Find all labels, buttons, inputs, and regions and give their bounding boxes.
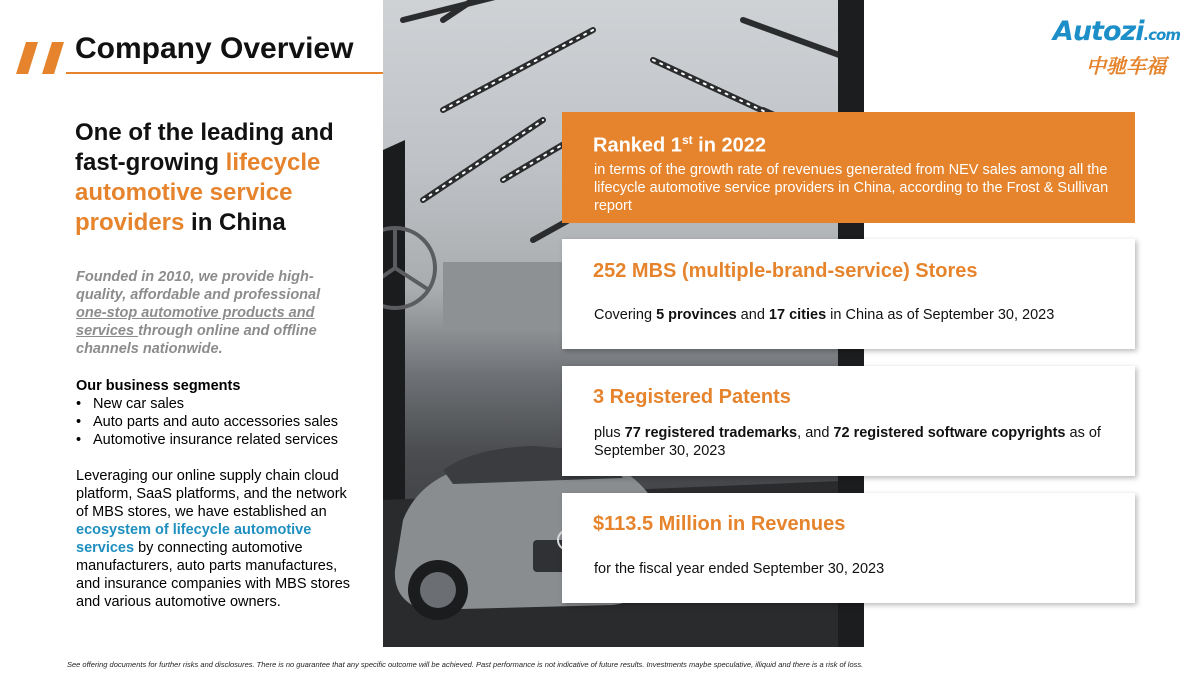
segments-list bbox=[76, 395, 376, 449]
stores-body bbox=[594, 306, 1114, 324]
revenue-body: for the fiscal year ended September 30, 2023 bbox=[594, 561, 885, 577]
ranked-title-sup: st bbox=[681, 133, 693, 147]
revenue-card bbox=[562, 493, 1135, 603]
headline-part2: in China bbox=[184, 209, 286, 236]
logo-wordmark bbox=[1053, 16, 1180, 47]
logo-suffix: .com bbox=[1143, 26, 1180, 44]
ranked-card bbox=[562, 112, 1135, 223]
stores-card bbox=[562, 239, 1135, 349]
ranked-title-pre: Ranked 1 bbox=[593, 134, 682, 157]
ranked-title-post: in 2022 bbox=[692, 134, 766, 157]
revenue-title: $113.5 Million in Revenues bbox=[593, 513, 846, 535]
headline-part1: One of the leading and fast-growing bbox=[75, 119, 334, 176]
stores-body-1: Covering bbox=[594, 307, 657, 323]
disclaimer-footnote: See offering documents for further risks and disclosures. There is no guarantee that any specific outcome will be achieved. Past performance is not indicative of future results. Investments maybe speculative, illiquid and there is a risk of loss. bbox=[67, 660, 864, 669]
headline-highlight: lifecycle automotive service providers bbox=[75, 149, 321, 236]
page-title: Company Overview bbox=[75, 32, 354, 65]
patents-card bbox=[562, 366, 1135, 476]
founded-part1: Founded in 2010, we provide high-quality, affordable and professional bbox=[76, 269, 321, 303]
stores-body-3: in China as of September 30, 2023 bbox=[826, 307, 1055, 323]
segment-item: • Auto parts and auto accessories sales bbox=[76, 413, 376, 431]
logo-name: Autozi bbox=[1052, 16, 1144, 47]
company-logo bbox=[1040, 16, 1180, 76]
founded-paragraph bbox=[76, 268, 346, 358]
founded-underline: one-stop automotive products and services bbox=[76, 305, 315, 339]
ranked-body: in terms of the growth rate of revenues generated from NEV sales among all the lifecycle automotive service providers in China, according to the Frost & Sullivan report bbox=[594, 162, 1109, 214]
ecosystem-part1: Leveraging our online supply chain cloud platform, SaaS platforms, and the network of MBS stores, we have established an bbox=[76, 468, 347, 520]
headline bbox=[75, 118, 375, 238]
logo-chinese: 中驰车福 bbox=[1086, 56, 1166, 78]
patents-body-2: , and bbox=[797, 425, 834, 441]
ecosystem-paragraph bbox=[76, 467, 356, 611]
patents-body-1: plus bbox=[594, 425, 625, 441]
patents-title: 3 Registered Patents bbox=[593, 386, 791, 408]
patents-bold-2: 72 registered software copyrights bbox=[833, 425, 1066, 441]
stores-bold-1: 5 provinces bbox=[656, 307, 737, 323]
founded-part2: through online and offline channels nationwide. bbox=[76, 323, 317, 357]
patents-body bbox=[594, 424, 1114, 460]
segment-item: • Automotive insurance related services bbox=[76, 431, 376, 449]
ecosystem-highlight: ecosystem of lifecycle automotive services bbox=[76, 522, 312, 556]
segment-item: • New car sales bbox=[76, 395, 376, 413]
ecosystem-part2: by connecting automotive manufacturers, auto parts manufactures, and insurance companies with MBS stores and various automotive owners. bbox=[76, 540, 351, 610]
ranked-title bbox=[593, 133, 766, 158]
stores-body-2: and bbox=[736, 307, 769, 323]
segments-title: Our business segments bbox=[76, 378, 241, 394]
double-slash-accent-icon bbox=[16, 42, 68, 74]
business-segments bbox=[76, 377, 376, 449]
title-underline bbox=[66, 72, 384, 74]
patents-bold-1: 77 registered trademarks bbox=[624, 425, 798, 441]
stores-title: 252 MBS (multiple-brand-service) Stores bbox=[593, 260, 978, 282]
stores-bold-2: 17 cities bbox=[768, 307, 827, 323]
patents-body-3: as of September 30, 2023 bbox=[594, 425, 1101, 459]
